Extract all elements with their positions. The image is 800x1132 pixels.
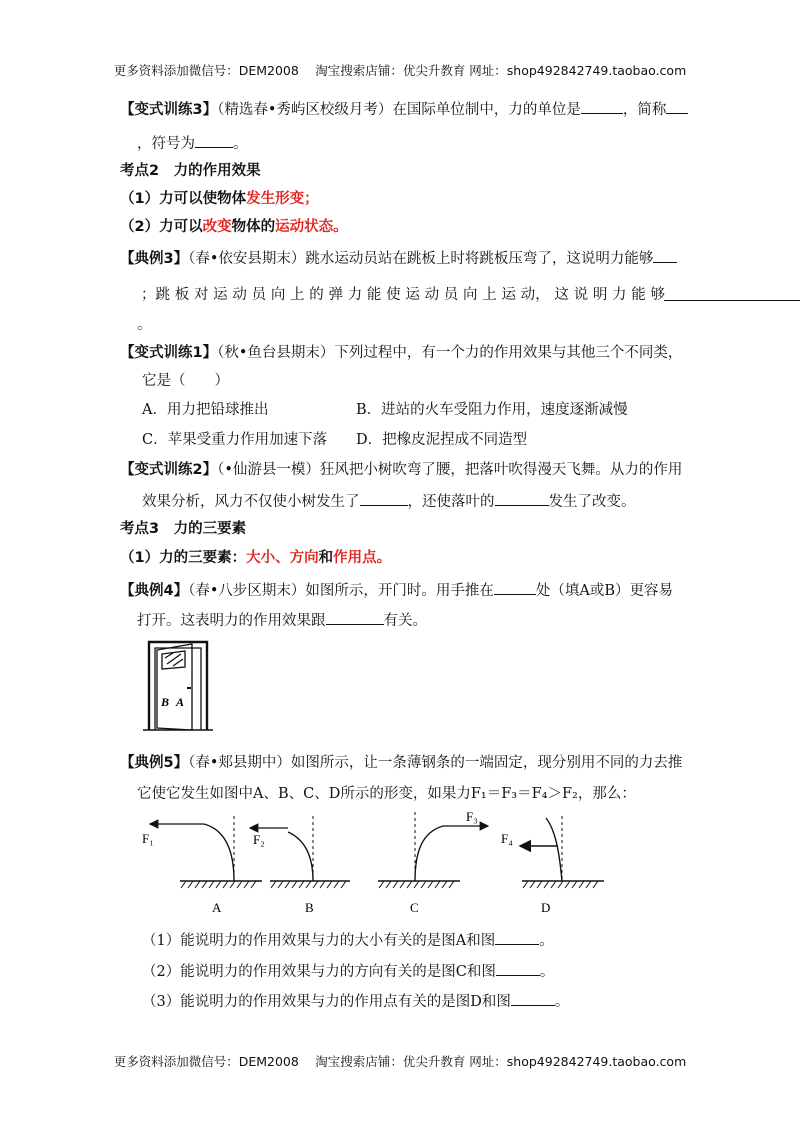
- justified-word: 这: [554, 287, 569, 303]
- justified-line: [141, 285, 665, 305]
- option-c: C．苹果受重力作用加速下落: [142, 432, 328, 448]
- justified-word: 上: [290, 287, 305, 303]
- exercise-line: [120, 99, 688, 120]
- exercise-text: 处（填A或B）更容易: [535, 583, 674, 599]
- justified-word: 运: [405, 287, 420, 303]
- exercise-text: ，简称: [622, 102, 667, 118]
- justified-word: 板: [174, 287, 190, 303]
- justified-word: ；跳: [141, 287, 170, 303]
- door-figure: [143, 638, 213, 733]
- exercise-text: （•仙游县一模）狂风把小树吹弯了腰，把落叶吹得漫天飞舞。从力的作用: [217, 462, 683, 478]
- exercise-tag: 【变式训练1】: [120, 345, 218, 361]
- exercise-text: （春•依安县期末）跳水运动员站在跳板上时将跳板压弯了，这说明力能够: [188, 251, 654, 267]
- figure-d: [520, 816, 604, 888]
- answer-blank: [664, 286, 800, 301]
- justified-word: 运: [213, 287, 228, 303]
- door-label-a: A: [176, 695, 185, 709]
- door-label-b: B: [161, 695, 170, 709]
- key-point-text: 和: [318, 550, 334, 566]
- justified-word: 对: [193, 287, 209, 303]
- justified-word: 上: [482, 287, 497, 303]
- figure-b: [250, 816, 350, 888]
- answer-blank: [195, 133, 233, 148]
- exercise-tag: 【变式训练2】: [120, 462, 218, 478]
- exercise-text: 打开。这表明力的作用效果跟: [137, 613, 326, 629]
- justified-word: 能: [366, 287, 382, 303]
- justified-word: 力: [612, 287, 627, 303]
- force-label-f1: F₁: [142, 831, 154, 846]
- key-point-text: （1）力的三要素：: [120, 550, 247, 566]
- justified-word: 动，: [520, 287, 550, 303]
- key-point-text: （2）力可以: [120, 219, 203, 235]
- justified-word: 使: [386, 287, 401, 303]
- key-point-text: 。: [333, 219, 348, 235]
- justified-word: 力: [347, 287, 363, 303]
- key-point: [120, 189, 319, 209]
- key-point-highlight: 大小、方向: [246, 550, 319, 566]
- question-text: （1）能说明力的作用效果与力的大小有关的是图A和图: [142, 933, 496, 949]
- exercise-text: 效果分析，风力不仅使小树发生了: [142, 494, 360, 510]
- exercise-line: [120, 580, 673, 601]
- exercise-text: 有关。: [383, 613, 427, 629]
- exercise-line: [137, 610, 427, 631]
- exercise-text: ，符号为: [137, 136, 195, 152]
- question-line: [142, 991, 569, 1012]
- exercise-text: 。: [137, 317, 152, 333]
- exercise-line: [120, 248, 677, 269]
- page-header: 更多资料添加微信号：DEM2008 淘宝搜索店铺：优尖升教育 网址：shop492842749.taobao.com: [113, 63, 687, 78]
- question-text: （3）能说明力的作用效果与力的作用点有关的是图D和图: [142, 994, 511, 1010]
- answer-blank: [666, 99, 688, 114]
- answer-blank: [581, 99, 623, 114]
- exercise-line: [120, 460, 682, 480]
- exercise-tag: 【典例5】: [120, 755, 189, 771]
- key-point-highlight: 作用点: [333, 550, 377, 566]
- exercise-text: （春•郏县期中）如图所示，让一条薄钢条的一端固定，现分别用不同的力去推: [188, 755, 683, 771]
- exercise-text: 它是（ ）: [142, 373, 229, 389]
- justified-word: 动: [232, 287, 247, 303]
- figure-label-c: C: [410, 900, 419, 915]
- figure-a: [150, 816, 262, 888]
- exercise-line: [120, 343, 682, 363]
- justified-word: 员: [251, 287, 267, 303]
- exercise-tag: 【变式训练3】: [120, 102, 218, 118]
- option-d: D．把橡皮泥捏成不同造型: [356, 432, 528, 448]
- justified-word: 向: [270, 287, 286, 303]
- key-point-text: ；: [304, 191, 319, 207]
- justified-word: 动: [424, 287, 440, 303]
- key-point: [120, 548, 391, 568]
- key-point-text: 物体的: [231, 219, 276, 235]
- question-text: 。: [554, 994, 570, 1010]
- question-line: [142, 930, 554, 951]
- option-b: B．进站的火车受阻力作用，速度逐渐减慢: [356, 402, 628, 418]
- key-point-highlight: 运动状态: [275, 219, 334, 235]
- exercise-line: [142, 491, 636, 512]
- key-point: [120, 217, 348, 237]
- exercise-tag: 【典例3】: [120, 251, 189, 267]
- answer-blank: [653, 248, 677, 263]
- exercise-text: （精选春•秀屿区校级月考）在国际单位制中，力的单位是: [217, 102, 581, 118]
- justified-word: 的: [309, 287, 324, 303]
- force-label-f4: F₄: [501, 831, 513, 846]
- answer-blank: [511, 991, 555, 1006]
- key-point-text: （1）力可以使物体: [120, 191, 247, 207]
- answer-blank: [360, 491, 408, 506]
- exercise-line: [120, 753, 682, 773]
- answer-blank: [495, 930, 539, 945]
- section-title: 考点3 力的三要素: [120, 521, 247, 537]
- justified-word: 说: [573, 287, 589, 303]
- section-title: 考点2 力的作用效果: [120, 163, 261, 179]
- justified-word: 够: [650, 287, 665, 303]
- exercise-text: ，还使落叶的: [407, 494, 495, 510]
- key-point-text: 。: [376, 550, 392, 566]
- justified-word: 员: [443, 287, 459, 303]
- question-text: 。: [539, 964, 555, 980]
- exercise-text: （秋•鱼台县期末）下列过程中，有一个力的作用效果与其他三个不同类，: [217, 345, 683, 361]
- page-footer: 更多资料添加微信号：DEM2008 淘宝搜索店铺：优尖升教育 网址：shop492842749.taobao.com: [113, 1054, 687, 1069]
- exercise-text: （春•八步区期末）如图所示，开门时。用手推在: [188, 583, 494, 599]
- exercise-text: 发生了改变。: [548, 494, 636, 510]
- exercise-text: 它使它发生如图中A、B、C、D所示的形变，如果力F₁＝F₃＝F₄＞F₂，那么：: [137, 786, 636, 802]
- door-frame: [149, 642, 207, 730]
- option-a: A．用力把铅球推出: [142, 402, 269, 418]
- justified-word: 能: [631, 287, 646, 303]
- force-label-f2: F₂: [253, 832, 265, 847]
- question-text: 。: [539, 933, 554, 949]
- steel-strip-figure: [130, 808, 610, 916]
- answer-blank: [496, 961, 540, 976]
- figure-label-b: B: [305, 900, 314, 915]
- force-label-f3: F₃: [466, 809, 478, 824]
- justified-word: 向: [463, 287, 478, 303]
- answer-blank: [326, 610, 384, 625]
- question-text: （2）能说明力的作用效果与力的方向有关的是图C和图: [142, 964, 496, 980]
- exercise-tag: 【典例4】: [120, 583, 189, 599]
- figure-label-a: A: [212, 900, 222, 915]
- exercise-line: [137, 133, 248, 154]
- figure-label-d: D: [541, 900, 551, 915]
- justified-word: 弹: [328, 287, 343, 303]
- key-point-highlight: 发生形变: [246, 191, 305, 207]
- answer-blank: [494, 580, 536, 595]
- exercise-text: 。: [233, 136, 248, 152]
- question-line: [142, 961, 554, 982]
- answer-blank: [495, 491, 549, 506]
- key-point-highlight: 改变: [202, 219, 232, 235]
- justified-word: 运: [501, 287, 516, 303]
- justified-word: 明: [592, 287, 608, 303]
